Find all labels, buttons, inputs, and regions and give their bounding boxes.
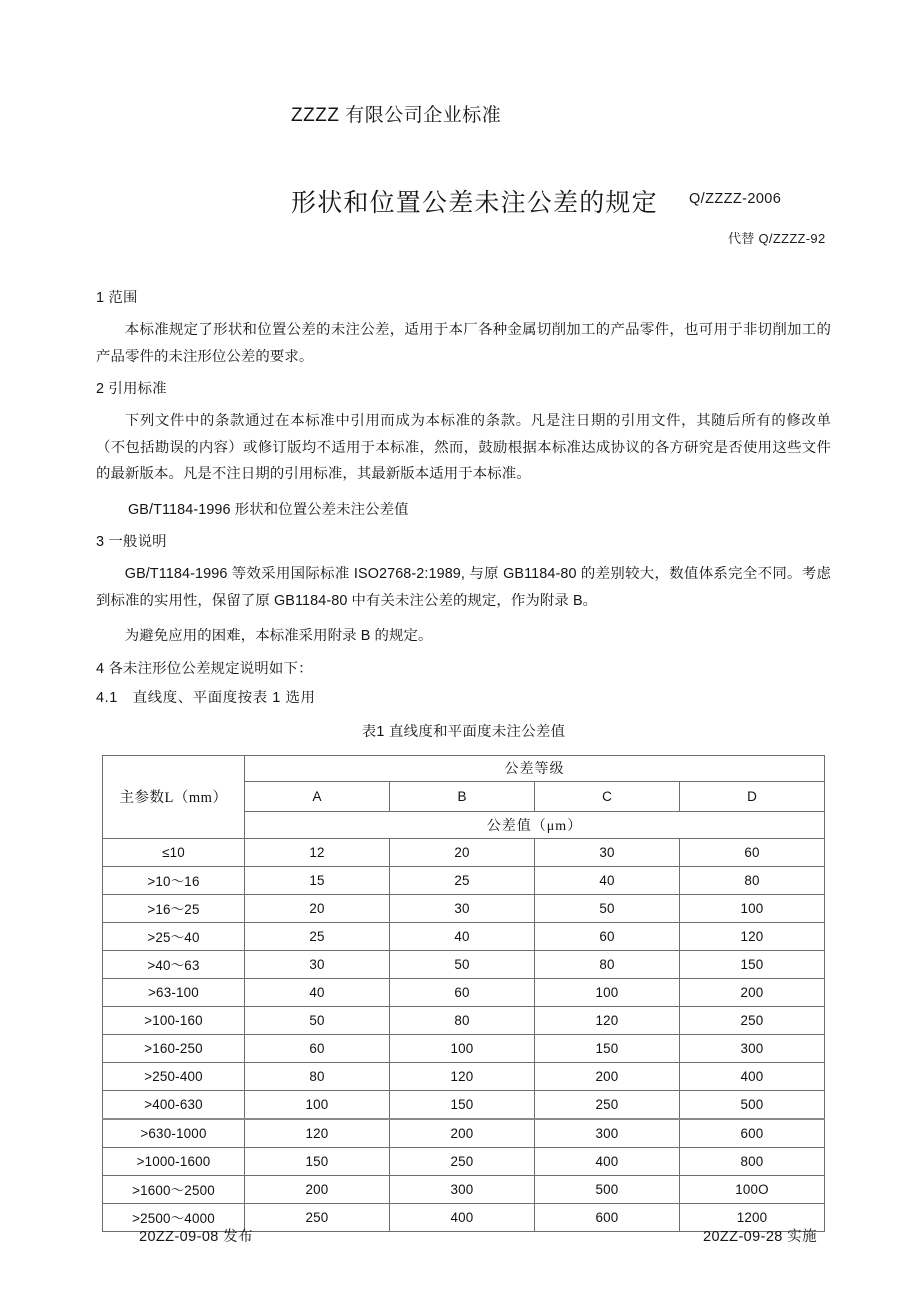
table-cell-parameter: >25～40 xyxy=(103,922,245,950)
table-cell-value-d: 80 xyxy=(680,866,825,894)
table-header-tolerance-grade: 公差等级 xyxy=(245,755,825,781)
section-2-paragraph: 下列文件中的条款通过在本标准中引用而成为本标准的条款。凡是注日期的引用文件，其随后所有的修改单（不包括勘误的内容）或修订版均不适用于本标准，然而，鼓励根据本标准达成协议的各方研究是否使用这些文件的最新版本。凡是不注日期的引用标准，其最新版本适用于本标准。 xyxy=(96,413,831,482)
table-cell-value-a: 250 xyxy=(245,1203,390,1231)
table-cell-value-b: 20 xyxy=(390,838,535,866)
footer-effective-date: 20ZZ-09-28 实施 xyxy=(703,1229,817,1245)
table-cell-parameter: >1600～2500 xyxy=(103,1175,245,1203)
table-row xyxy=(103,1090,825,1119)
tolerance-table xyxy=(102,755,825,1232)
section-1-paragraph: 本标准规定了形状和位置公差的未注公差，适用于本厂各种金属切削加工的产品零件，也可用于非切削加工的产品零件的未注形位公差的要求。 xyxy=(96,322,831,365)
table-cell-value-b: 400 xyxy=(390,1203,535,1231)
table-cell-value-d: 500 xyxy=(680,1090,825,1119)
table-cell-parameter: >1000-1600 xyxy=(103,1147,245,1175)
table-cell-parameter: >16～25 xyxy=(103,894,245,922)
table-cell-value-a: 80 xyxy=(245,1062,390,1090)
table-cell-value-c: 500 xyxy=(535,1175,680,1203)
document-body xyxy=(96,288,831,1232)
table-cell-value-d: 400 xyxy=(680,1062,825,1090)
section-2-heading: 2 引用标准 xyxy=(96,381,167,397)
table-1-title: 表1 直线度和平面度未注公差值 xyxy=(361,723,566,740)
table-cell-value-a: 50 xyxy=(245,1006,390,1034)
table-cell-parameter: >40～63 xyxy=(103,950,245,978)
table-cell-value-d: 100O xyxy=(680,1175,825,1203)
table-cell-value-c: 150 xyxy=(535,1034,680,1062)
table-cell-value-b: 60 xyxy=(390,978,535,1006)
table-cell-value-b: 50 xyxy=(390,950,535,978)
table-cell-value-c: 80 xyxy=(535,950,680,978)
section-2-reference: GB/T1184-1996 形状和位置公差未注公差值 xyxy=(128,501,409,518)
table-cell-value-a: 12 xyxy=(245,838,390,866)
standard-replaces: 代替 Q/ZZZZ-92 xyxy=(728,231,826,246)
table-cell-value-c: 60 xyxy=(535,922,680,950)
table-cell-value-b: 40 xyxy=(390,922,535,950)
table-row xyxy=(103,866,825,894)
table-cell-value-a: 120 xyxy=(245,1119,390,1148)
tolerance-table-body xyxy=(103,838,825,1231)
table-cell-value-b: 200 xyxy=(390,1119,535,1148)
table-cell-value-c: 400 xyxy=(535,1147,680,1175)
table-cell-value-d: 150 xyxy=(680,950,825,978)
table-cell-value-d: 800 xyxy=(680,1147,825,1175)
table-cell-value-c: 600 xyxy=(535,1203,680,1231)
table-header-grade-c: C xyxy=(535,781,680,811)
company-standard-line: ZZZZ 有限公司企业标准 xyxy=(291,105,502,126)
section-3-paragraph-2: 为避免应用的困难，本标准采用附录 B 的规定。 xyxy=(124,628,433,644)
table-row xyxy=(103,894,825,922)
table-cell-parameter: ≤10 xyxy=(103,838,245,866)
section-4-1-heading: 4.1 直线度、平面度按表 1 选用 xyxy=(96,689,316,706)
table-header-grade-d: D xyxy=(680,781,825,811)
table-row xyxy=(103,1147,825,1175)
table-cell-value-c: 30 xyxy=(535,838,680,866)
footer-issue-date: 20ZZ-09-08 发布 xyxy=(139,1229,253,1245)
table-cell-parameter: >400-630 xyxy=(103,1090,245,1119)
table-cell-parameter: >63-100 xyxy=(103,978,245,1006)
table-cell-value-d: 120 xyxy=(680,922,825,950)
table-cell-value-b: 100 xyxy=(390,1034,535,1062)
table-cell-value-d: 1200 xyxy=(680,1203,825,1231)
table-cell-value-d: 250 xyxy=(680,1006,825,1034)
table-row xyxy=(103,950,825,978)
table-row xyxy=(103,978,825,1006)
table-cell-value-b: 30 xyxy=(390,894,535,922)
table-cell-value-a: 200 xyxy=(245,1175,390,1203)
table-header-row-grade xyxy=(103,755,825,781)
table-cell-value-b: 80 xyxy=(390,1006,535,1034)
table-cell-value-c: 100 xyxy=(535,978,680,1006)
table-cell-value-b: 25 xyxy=(390,866,535,894)
section-3-heading: 3 一般说明 xyxy=(96,534,167,550)
table-cell-value-a: 60 xyxy=(245,1034,390,1062)
table-header-main-parameter: 主参数L（mm） xyxy=(103,755,245,838)
table-cell-value-b: 150 xyxy=(390,1090,535,1119)
table-cell-value-c: 300 xyxy=(535,1119,680,1148)
table-cell-value-c: 200 xyxy=(535,1062,680,1090)
section-1-heading: 1 范围 xyxy=(96,290,138,306)
table-row xyxy=(103,1006,825,1034)
table-cell-value-a: 30 xyxy=(245,950,390,978)
table-cell-value-b: 250 xyxy=(390,1147,535,1175)
table-row xyxy=(103,1175,825,1203)
table-row xyxy=(103,922,825,950)
table-cell-parameter: >10～16 xyxy=(103,866,245,894)
table-cell-value-d: 200 xyxy=(680,978,825,1006)
table-cell-value-d: 600 xyxy=(680,1119,825,1148)
table-cell-value-c: 120 xyxy=(535,1006,680,1034)
table-row xyxy=(103,1034,825,1062)
table-cell-value-a: 40 xyxy=(245,978,390,1006)
section-4-heading: 4 各未注形位公差规定说明如下： xyxy=(96,660,313,677)
table-cell-value-a: 15 xyxy=(245,866,390,894)
table-cell-value-b: 300 xyxy=(390,1175,535,1203)
table-cell-value-d: 100 xyxy=(680,894,825,922)
table-cell-value-a: 25 xyxy=(245,922,390,950)
table-cell-value-a: 100 xyxy=(245,1090,390,1119)
table-cell-value-c: 250 xyxy=(535,1090,680,1119)
table-row xyxy=(103,1119,825,1148)
table-cell-value-a: 20 xyxy=(245,894,390,922)
tolerance-table-head xyxy=(103,755,825,838)
standard-code: Q/ZZZZ-2006 xyxy=(689,191,782,207)
table-cell-value-c: 50 xyxy=(535,894,680,922)
table-cell-parameter: >250-400 xyxy=(103,1062,245,1090)
table-cell-parameter: >100-160 xyxy=(103,1006,245,1034)
table-cell-parameter: >160-250 xyxy=(103,1034,245,1062)
table-cell-value-a: 150 xyxy=(245,1147,390,1175)
table-cell-parameter: >630-1000 xyxy=(103,1119,245,1148)
table-cell-value-c: 40 xyxy=(535,866,680,894)
table-row xyxy=(103,1062,825,1090)
table-header-grade-b: B xyxy=(390,781,535,811)
table-cell-value-d: 300 xyxy=(680,1034,825,1062)
table-cell-parameter: >2500～4000 xyxy=(103,1203,245,1231)
table-header-tolerance-value-unit: 公差值（μm） xyxy=(245,811,825,838)
table-cell-value-b: 120 xyxy=(390,1062,535,1090)
table-cell-value-d: 60 xyxy=(680,838,825,866)
table-header-grade-a: A xyxy=(245,781,390,811)
section-3-paragraph-1: GB/T1184-1996 等效采用国际标准 ISO2768-2:1989, 与原 GB1184-80 的差别较大，数值体系完全不同。考虑到标准的实用性，保留了原 GB1184-80 中有关未注公差的规定，作为附录 B。 xyxy=(96,566,831,609)
table-row xyxy=(103,838,825,866)
document-title: 形状和位置公差未注公差的规定 xyxy=(291,189,658,217)
